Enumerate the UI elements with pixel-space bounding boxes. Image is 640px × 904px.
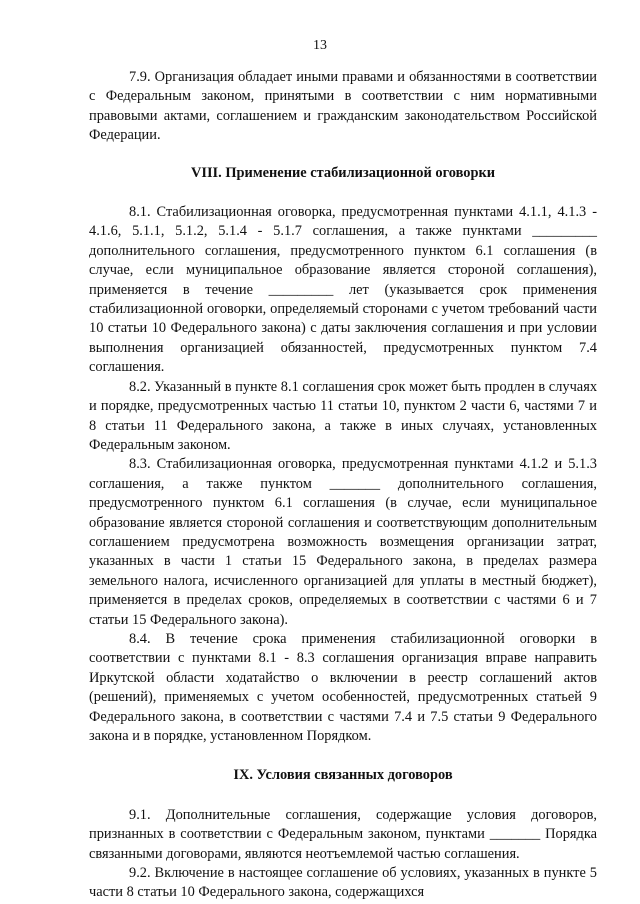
section-heading-8: VIII. Применение стабилизационной оговорки (190, 164, 496, 181)
paragraph-8-4: 8.4. В течение срока применения стабилизационной оговорки в соответствии с пунктами 8.1 - 8.3 соглашения организация вправе направить Иркутской области ходатайство о включении в реестр соглашений актов (решений), применяемых с учетом особенностей, предусмотренных статьей 9 Федерального закона, в соответствии с частями 7.4 и 7.5 статьи 9 Федерального закона и в порядке, установленном Порядком. (89, 630, 597, 744)
page-number: 13 (313, 38, 327, 53)
paragraph-8-1: 8.1. Стабилизационная оговорка, предусмотренная пунктами 4.1.1, 4.1.3 - 4.1.6, 5.1.1, 5.1.2, 5.1.4 - 5.1.7 соглашения, а также пунктами _________ дополнительного соглашения, предусмотренного пунктом 6.1 соглашения (в случае, если муниципальное образование является стороной соглашения), применяется в течение _________ лет (указывается срок применения стабилизационной оговорки, определяемый сторонами с учетом требований части 10 статьи 10 Федерального закона) с даты заключения соглашения и при условии выполнения организацией обязанностей, предусмотренных пунктом 7.4 соглашения. (89, 204, 597, 376)
section-heading-9: IX. Условия связанных договоров (233, 767, 453, 784)
paragraph-7-9: 7.9. Организация обладает иными правами и обязанностями в соответствии с Федеральным законом, принятыми в соответствии с ним нормативными правовыми актами, соглашением и гражданским законодательством Российской Федерации. (89, 69, 597, 144)
paragraph-9-1: 9.1. Дополнительные соглашения, содержащие условия договоров, признанных в соответствии с Федеральным законом, пунктами _______ Порядка связанными договорами, являются неотъемлемой частью соглашения. (89, 806, 597, 862)
document-body (89, 68, 597, 903)
paragraph-9-2: 9.2. Включение в настоящее соглашение об условиях, указанных в пункте 5 части 8 статьи 10 Федерального закона, содержащихся (89, 865, 597, 901)
paragraph-8-3: 8.3. Стабилизационная оговорка, предусмотренная пунктами 4.1.2 и 5.1.3 соглашения, а также пунктом _______ дополнительного соглашения, предусмотренного пунктом 6.1 соглашения (в случае, если муниципальное образование является стороной соглашения и соответствующим дополнительным соглашением предусмотрена возможность возмещения организации затрат, указанных в части 1 статьи 15 Федерального закона, в пределах размера земельного налога, исчисленного организацией для уплаты в местный бюджет), применяется в пределах сроков, определяемых в соответствии с частями 6 и 7 статьи 15 Федерального закона). (89, 456, 597, 628)
paragraph-8-2: 8.2. Указанный в пункте 8.1 соглашения срок может быть продлен в случаях и порядке, предусмотренных частью 11 статьи 10, пунктом 2 части 6, частями 7 и 8 статьи 11 Федерального закона, а также в иных случаях, установленных Федеральным законом. (89, 378, 598, 453)
